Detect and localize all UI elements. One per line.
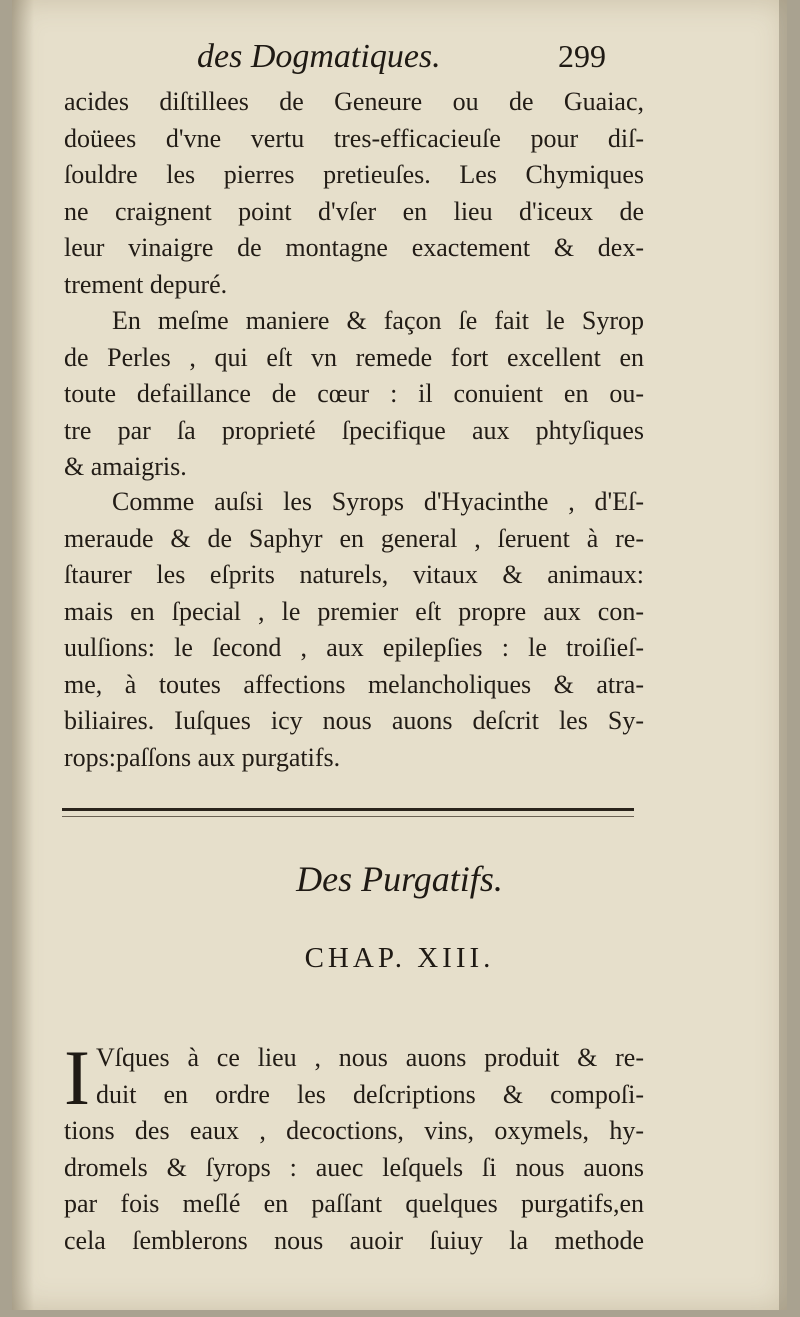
- chapter-heading: CHAP. XIII.: [304, 942, 495, 974]
- text-line: dromels & ſyrops : auec leſquels ſi nous auons: [64, 1152, 644, 1182]
- text-line: ſouldre les pierres pretieuſes. Les Chymiques: [64, 160, 644, 189]
- running-title: des Dogmatiques.: [197, 38, 441, 75]
- text-line: ſtaurer les eſprits naturels, vitaux & animaux:: [64, 560, 644, 589]
- paragraph-2: [64, 303, 644, 486]
- section-rule: [62, 808, 634, 811]
- text-line: mais en ſpecial , le premier eſt propre aux con-: [64, 596, 644, 626]
- text-line: doüees d'vne vertu tres-efficacieuſe pour diſ-: [64, 123, 644, 153]
- text-line: Comme auſsi les Syrops d'Hyacinthe , d'Eſ-: [112, 487, 644, 516]
- text-line: & amaigris.: [64, 452, 187, 481]
- running-header: [12, 38, 787, 78]
- text-line: ne craignent point d'vſer en lieu d'iceux de: [64, 196, 644, 226]
- text-line: Vſques à ce lieu , nous auons produit & re-: [95, 1043, 644, 1072]
- paragraph-3: [64, 484, 644, 776]
- drop-cap: I: [64, 1034, 90, 1121]
- text-line: acides diſtillees de Geneure ou de Guaiac,: [64, 87, 644, 116]
- binding-gutter: [12, 0, 34, 1310]
- text-line: tre par ſa proprieté ſpecifique aux phtyſiques: [64, 415, 644, 445]
- text-line: uulſions: le ſecond , aux epilepſies : le troiſieſ-: [64, 633, 644, 662]
- text-line: En meſme maniere & façon ſe fait le Syrop: [112, 306, 644, 335]
- paragraph-4: [64, 1034, 644, 1259]
- book-page: [12, 0, 787, 1310]
- text-line: biliaires. Iuſques icy nous auons deſcrit les Sy-: [64, 706, 644, 735]
- text-line: me, à toutes affections melancholiques & atra-: [64, 669, 644, 699]
- text-line: rops:paſſons aux purgatifs.: [64, 742, 341, 772]
- text-line: cela ſemblerons nous auoir ſuiuy la methode: [64, 1225, 644, 1255]
- text-line: de Perles , qui eſt vn remede fort excellent en: [64, 342, 644, 372]
- section-title: Des Purgatifs.: [296, 859, 503, 899]
- text-line: duit en ordre les deſcriptions & compoſi-: [95, 1079, 644, 1109]
- text-line: par fois meſlé en paſſant quelques purgatifs,en: [64, 1189, 644, 1218]
- text-line: leur vinaigre de montagne exactement & dex-: [64, 233, 644, 262]
- text-line: tions des eaux , decoctions, vins, oxymels, hy-: [64, 1116, 644, 1145]
- text-line: meraude & de Saphyr en general , ſeruent à re-: [64, 523, 644, 553]
- text-line: toute defaillance de cœur : il conuient en ou-: [64, 379, 644, 408]
- section-rule-thin: [62, 816, 634, 817]
- text-line: trement depuré.: [64, 269, 228, 299]
- page-number: 299: [558, 38, 606, 74]
- paragraph-1: [64, 84, 644, 303]
- page-edge: [779, 0, 787, 1310]
